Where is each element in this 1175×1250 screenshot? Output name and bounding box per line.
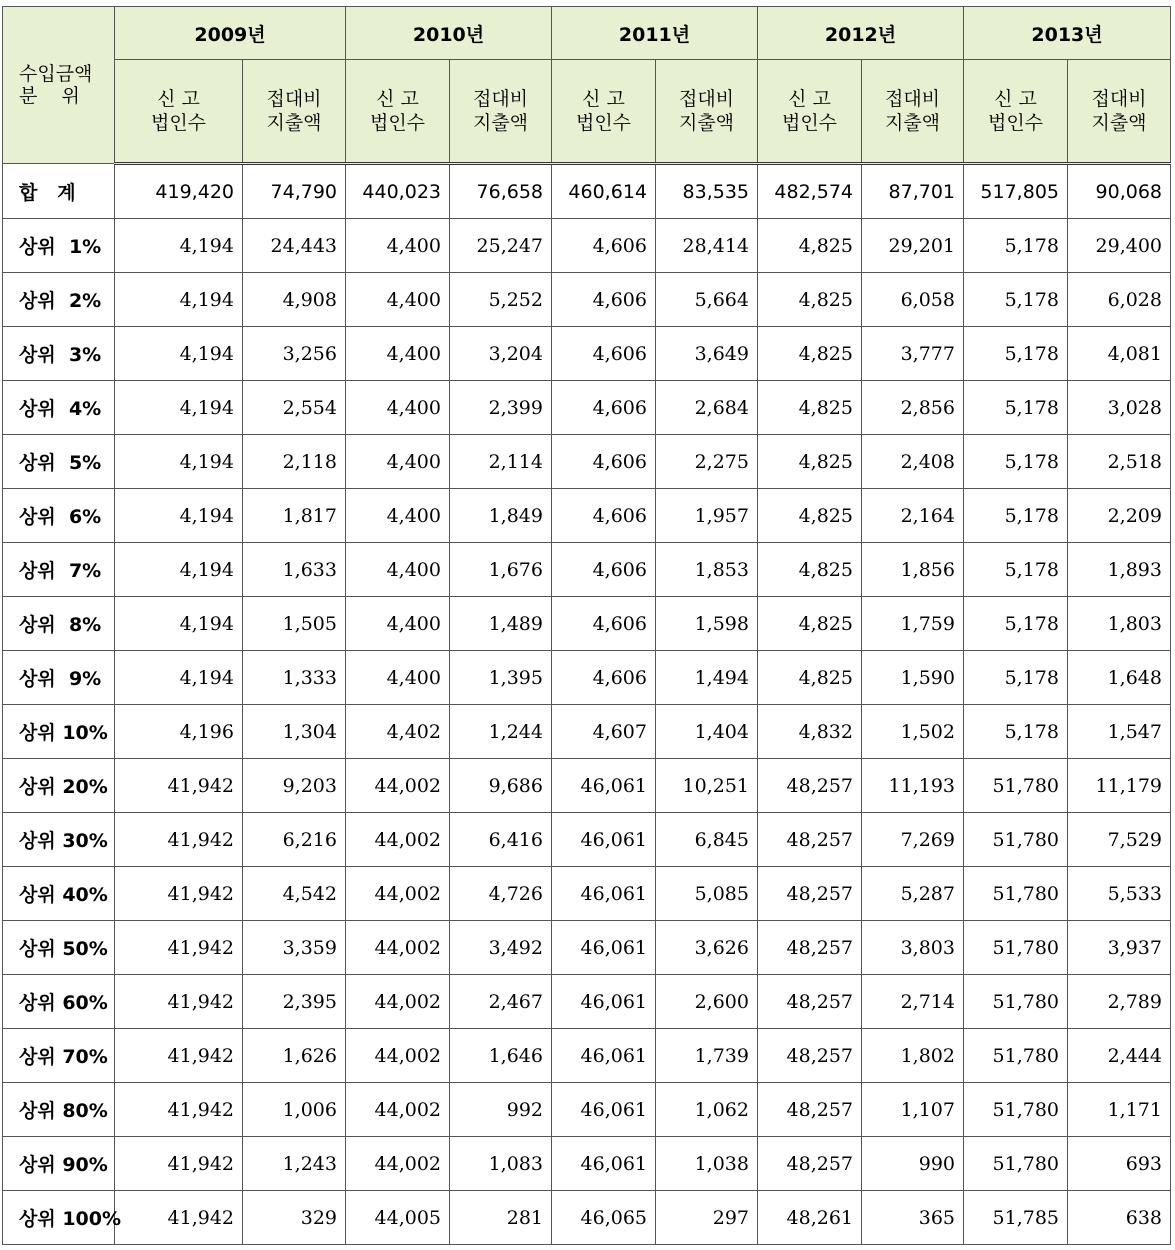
filed-corp-count-cell: 46,061: [552, 1137, 656, 1191]
expense-amount-cell: 5,664: [656, 273, 758, 327]
expense-amount-cell: 1,803: [1068, 597, 1171, 651]
expense-amount-cell: 5,252: [450, 273, 552, 327]
filed-corp-count-cell: 48,257: [758, 1029, 862, 1083]
expense-amount-cell: 3,359: [243, 921, 346, 975]
filed-corp-count-cell: 4,825: [758, 543, 862, 597]
expense-amount-cell: 2,118: [243, 435, 346, 489]
expense-amount-cell: 990: [862, 1137, 964, 1191]
expense-amount-cell: 1,006: [243, 1083, 346, 1137]
filed-corp-count-cell: 44,002: [346, 921, 450, 975]
expense-amount-header: [656, 60, 758, 164]
filed-corp-count-cell: 44,002: [346, 867, 450, 921]
expense-amount-cell: 7,269: [862, 813, 964, 867]
expense-amount-cell: 1,676: [450, 543, 552, 597]
filed-corp-count-cell: 4,825: [758, 381, 862, 435]
sub-header-line1: 신 고: [157, 88, 200, 110]
filed-corp-count-cell: 51,785: [964, 1191, 1068, 1245]
row-label: 상위 80%: [3, 1083, 115, 1137]
expense-amount-cell: 3,204: [450, 327, 552, 381]
expense-amount-cell: 90,068: [1068, 164, 1171, 219]
expense-amount-cell: 76,658: [450, 164, 552, 219]
expense-amount-cell: 3,256: [243, 327, 346, 381]
filed-corp-count-cell: 5,178: [964, 651, 1068, 705]
filed-corp-count-cell: 46,061: [552, 867, 656, 921]
filed-corp-count-cell: 44,005: [346, 1191, 450, 1245]
filed-corp-count-cell: 517,805: [964, 164, 1068, 219]
expense-amount-cell: 2,856: [862, 381, 964, 435]
year-header-2013: 2013년: [964, 7, 1171, 60]
filed-corp-count-cell: 482,574: [758, 164, 862, 219]
expense-amount-cell: 3,777: [862, 327, 964, 381]
expense-amount-cell: 4,908: [243, 273, 346, 327]
filed-corp-count-cell: 41,942: [115, 813, 243, 867]
expense-amount-cell: 1,243: [243, 1137, 346, 1191]
filed-corp-count-cell: 4,400: [346, 435, 450, 489]
filed-corp-count-cell: 4,825: [758, 273, 862, 327]
expense-amount-cell: 3,937: [1068, 921, 1171, 975]
expense-amount-cell: 29,201: [862, 219, 964, 273]
table-row: [3, 219, 1171, 273]
expense-amount-cell: 25,247: [450, 219, 552, 273]
expense-amount-cell: 3,492: [450, 921, 552, 975]
table-row: [3, 921, 1171, 975]
expense-amount-cell: 5,085: [656, 867, 758, 921]
sub-header-line2: 지출액: [472, 112, 529, 134]
expense-amount-cell: 1,107: [862, 1083, 964, 1137]
filed-corp-count-cell: 48,257: [758, 813, 862, 867]
filed-corp-count-cell: 41,942: [115, 759, 243, 813]
expense-amount-header: [862, 60, 964, 164]
filed-corp-count-header: [346, 60, 450, 164]
filed-corp-count-cell: 5,178: [964, 381, 1068, 435]
row-label: 상위 10%: [3, 705, 115, 759]
expense-amount-cell: 11,179: [1068, 759, 1171, 813]
filed-corp-count-cell: 51,780: [964, 1029, 1068, 1083]
expense-amount-cell: 2,399: [450, 381, 552, 435]
filed-corp-count-cell: 48,257: [758, 1137, 862, 1191]
expense-amount-cell: 1,856: [862, 543, 964, 597]
table-row: [3, 975, 1171, 1029]
table-row: [3, 489, 1171, 543]
expense-amount-cell: 1,817: [243, 489, 346, 543]
expense-amount-cell: 29,400: [1068, 219, 1171, 273]
sub-header-line2: 법인수: [781, 112, 838, 134]
expense-amount-cell: 3,028: [1068, 381, 1171, 435]
expense-amount-cell: 1,633: [243, 543, 346, 597]
expense-amount-cell: 2,395: [243, 975, 346, 1029]
expense-amount-cell: 28,414: [656, 219, 758, 273]
expense-amount-cell: 2,408: [862, 435, 964, 489]
year-header-row: [3, 7, 1171, 60]
expense-amount-cell: 1,853: [656, 543, 758, 597]
filed-corp-count-cell: 4,400: [346, 597, 450, 651]
expense-amount-cell: 2,467: [450, 975, 552, 1029]
expense-amount-cell: 4,542: [243, 867, 346, 921]
expense-amount-cell: 2,600: [656, 975, 758, 1029]
filed-corp-count-cell: 5,178: [964, 543, 1068, 597]
row-label: 상위 60%: [3, 975, 115, 1029]
filed-corp-count-cell: 46,061: [552, 1029, 656, 1083]
filed-corp-count-cell: 4,196: [115, 705, 243, 759]
filed-corp-count-cell: 4,400: [346, 489, 450, 543]
table-row: [3, 651, 1171, 705]
expense-amount-cell: 1,062: [656, 1083, 758, 1137]
year-header-2012: 2012년: [758, 7, 964, 60]
filed-corp-count-cell: 51,780: [964, 867, 1068, 921]
expense-amount-cell: 1,893: [1068, 543, 1171, 597]
sub-header-line2: 지출액: [266, 112, 322, 134]
expense-amount-cell: 1,648: [1068, 651, 1171, 705]
sub-header-line1: 접대비: [884, 88, 941, 110]
row-label: 상위 5%: [3, 435, 115, 489]
table-row: [3, 759, 1171, 813]
filed-corp-count-cell: 5,178: [964, 327, 1068, 381]
expense-amount-cell: 2,518: [1068, 435, 1171, 489]
filed-corp-count-cell: 4,194: [115, 219, 243, 273]
filed-corp-count-cell: 5,178: [964, 489, 1068, 543]
expense-amount-cell: 83,535: [656, 164, 758, 219]
filed-corp-count-cell: 4,606: [552, 381, 656, 435]
filed-corp-count-cell: 4,400: [346, 651, 450, 705]
expense-amount-cell: 2,789: [1068, 975, 1171, 1029]
filed-corp-count-cell: 46,061: [552, 975, 656, 1029]
sub-header-line1: 접대비: [472, 88, 529, 110]
filed-corp-count-cell: 4,194: [115, 381, 243, 435]
expense-amount-cell: 5,533: [1068, 867, 1171, 921]
filed-corp-count-cell: 48,257: [758, 1083, 862, 1137]
expense-amount-cell: 3,803: [862, 921, 964, 975]
filed-corp-count-cell: 4,825: [758, 219, 862, 273]
corner-header-line2: 분 위: [19, 85, 80, 107]
filed-corp-count-cell: 4,606: [552, 543, 656, 597]
row-label: 상위 3%: [3, 327, 115, 381]
filed-corp-count-header: [758, 60, 862, 164]
filed-corp-count-cell: 4,194: [115, 597, 243, 651]
filed-corp-count-cell: 4,606: [552, 435, 656, 489]
filed-corp-count-cell: 48,261: [758, 1191, 862, 1245]
filed-corp-count-cell: 51,780: [964, 921, 1068, 975]
filed-corp-count-cell: 4,194: [115, 489, 243, 543]
row-label: 상위 100%: [3, 1191, 115, 1245]
filed-corp-count-cell: 48,257: [758, 867, 862, 921]
row-label: 상위 30%: [3, 813, 115, 867]
year-header-2010: 2010년: [346, 7, 552, 60]
row-label: 상위 50%: [3, 921, 115, 975]
expense-amount-cell: 24,443: [243, 219, 346, 273]
table-row: [3, 273, 1171, 327]
year-header-2011: 2011년: [552, 7, 758, 60]
table-row: [3, 435, 1171, 489]
sub-header-row: [3, 60, 1171, 164]
table-row: [3, 597, 1171, 651]
expense-amount-cell: 297: [656, 1191, 758, 1245]
filed-corp-count-cell: 48,257: [758, 975, 862, 1029]
expense-amount-cell: 11,193: [862, 759, 964, 813]
filed-corp-count-cell: 5,178: [964, 597, 1068, 651]
sub-header-line2: 지출액: [884, 112, 941, 134]
expense-amount-cell: 992: [450, 1083, 552, 1137]
expense-amount-cell: 281: [450, 1191, 552, 1245]
filed-corp-count-cell: 46,065: [552, 1191, 656, 1245]
filed-corp-count-cell: 44,002: [346, 1083, 450, 1137]
filed-corp-count-cell: 41,942: [115, 867, 243, 921]
filed-corp-count-cell: 5,178: [964, 435, 1068, 489]
expense-amount-cell: 5,287: [862, 867, 964, 921]
table-row: [3, 813, 1171, 867]
corner-header-line1: 수입금액: [19, 63, 93, 85]
expense-amount-cell: 1,304: [243, 705, 346, 759]
filed-corp-count-cell: 44,002: [346, 1029, 450, 1083]
filed-corp-count-cell: 46,061: [552, 921, 656, 975]
filed-corp-count-cell: 4,194: [115, 327, 243, 381]
expense-amount-cell: 1,244: [450, 705, 552, 759]
expense-amount-cell: 1,489: [450, 597, 552, 651]
table-body: [3, 164, 1171, 1245]
expense-amount-cell: 1,739: [656, 1029, 758, 1083]
filed-corp-count-cell: 44,002: [346, 1137, 450, 1191]
filed-corp-count-cell: 4,606: [552, 219, 656, 273]
filed-corp-count-cell: 48,257: [758, 921, 862, 975]
year-header-2009: 2009년: [115, 7, 346, 60]
expense-amount-cell: 1,802: [862, 1029, 964, 1083]
expense-amount-cell: 1,759: [862, 597, 964, 651]
expense-amount-cell: 1,395: [450, 651, 552, 705]
filed-corp-count-cell: 41,942: [115, 921, 243, 975]
expense-amount-cell: 4,726: [450, 867, 552, 921]
expense-amount-cell: 1,502: [862, 705, 964, 759]
sub-header-line2: 지출액: [1091, 112, 1147, 134]
expense-amount-cell: 3,649: [656, 327, 758, 381]
table-row: [3, 543, 1171, 597]
row-label: 상위 20%: [3, 759, 115, 813]
filed-corp-count-cell: 4,606: [552, 597, 656, 651]
expense-amount-header: [243, 60, 346, 164]
filed-corp-count-cell: 46,061: [552, 759, 656, 813]
filed-corp-count-cell: 4,607: [552, 705, 656, 759]
filed-corp-count-cell: 51,780: [964, 975, 1068, 1029]
expense-amount-header: [1068, 60, 1171, 164]
row-label: 상위 90%: [3, 1137, 115, 1191]
expense-amount-cell: 1,333: [243, 651, 346, 705]
expense-amount-cell: 6,416: [450, 813, 552, 867]
expense-amount-cell: 2,684: [656, 381, 758, 435]
filed-corp-count-cell: 4,400: [346, 543, 450, 597]
expense-amount-cell: 4,081: [1068, 327, 1171, 381]
filed-corp-count-cell: 4,606: [552, 489, 656, 543]
filed-corp-count-cell: 4,402: [346, 705, 450, 759]
filed-corp-count-cell: 41,942: [115, 1083, 243, 1137]
filed-corp-count-cell: 4,606: [552, 327, 656, 381]
table-row: [3, 381, 1171, 435]
row-label: 상위 8%: [3, 597, 115, 651]
filed-corp-count-cell: 41,942: [115, 975, 243, 1029]
filed-corp-count-cell: 41,942: [115, 1191, 243, 1245]
table-row: [3, 1083, 1171, 1137]
sub-header-line2: 법인수: [987, 112, 1044, 134]
expense-amount-cell: 1,038: [656, 1137, 758, 1191]
filed-corp-count-cell: 5,178: [964, 705, 1068, 759]
filed-corp-count-cell: 41,942: [115, 1137, 243, 1191]
expense-amount-cell: 329: [243, 1191, 346, 1245]
sub-header-line1: 신 고: [582, 88, 625, 110]
row-label: 상위 1%: [3, 219, 115, 273]
filed-corp-count-cell: 44,002: [346, 759, 450, 813]
expense-amount-cell: 87,701: [862, 164, 964, 219]
filed-corp-count-cell: 440,023: [346, 164, 450, 219]
filed-corp-count-cell: 4,400: [346, 327, 450, 381]
expense-amount-cell: 2,209: [1068, 489, 1171, 543]
sub-header-line1: 접대비: [266, 88, 322, 110]
expense-amount-cell: 1,590: [862, 651, 964, 705]
filed-corp-count-cell: 4,194: [115, 651, 243, 705]
row-label: 상위 70%: [3, 1029, 115, 1083]
filed-corp-count-cell: 51,780: [964, 1137, 1068, 1191]
filed-corp-count-cell: 51,780: [964, 813, 1068, 867]
corner-header-cell: [3, 7, 115, 164]
expense-amount-cell: 2,114: [450, 435, 552, 489]
table-row: [3, 1029, 1171, 1083]
expense-amount-cell: 2,275: [656, 435, 758, 489]
expense-amount-cell: 1,083: [450, 1137, 552, 1191]
sub-header-line2: 법인수: [575, 112, 632, 134]
filed-corp-count-cell: 4,825: [758, 597, 862, 651]
filed-corp-count-cell: 46,061: [552, 813, 656, 867]
expense-amount-cell: 1,957: [656, 489, 758, 543]
expense-amount-cell: 9,686: [450, 759, 552, 813]
entertainment-expense-table: [2, 6, 1171, 1245]
filed-corp-count-cell: 4,606: [552, 651, 656, 705]
filed-corp-count-cell: 41,942: [115, 1029, 243, 1083]
filed-corp-count-header: [115, 60, 243, 164]
row-label: 상위 7%: [3, 543, 115, 597]
expense-amount-cell: 6,845: [656, 813, 758, 867]
sub-header-line1: 신 고: [376, 88, 419, 110]
expense-amount-cell: 1,404: [656, 705, 758, 759]
filed-corp-count-cell: 44,002: [346, 975, 450, 1029]
sub-header-line1: 접대비: [1091, 88, 1147, 110]
expense-amount-cell: 3,626: [656, 921, 758, 975]
table-row: [3, 1137, 1171, 1191]
filed-corp-count-cell: 4,400: [346, 381, 450, 435]
total-row: [3, 164, 1171, 219]
expense-amount-cell: 6,028: [1068, 273, 1171, 327]
expense-amount-cell: 693: [1068, 1137, 1171, 1191]
expense-amount-cell: 638: [1068, 1191, 1171, 1245]
sub-header-line2: 법인수: [369, 112, 426, 134]
filed-corp-count-cell: 4,825: [758, 489, 862, 543]
sub-header-line2: 지출액: [678, 112, 735, 134]
expense-amount-cell: 10,251: [656, 759, 758, 813]
filed-corp-count-cell: 4,825: [758, 327, 862, 381]
sub-header-line1: 신 고: [788, 88, 831, 110]
row-label: 상위 6%: [3, 489, 115, 543]
filed-corp-count-cell: 4,194: [115, 543, 243, 597]
expense-amount-header: [450, 60, 552, 164]
filed-corp-count-cell: 4,194: [115, 273, 243, 327]
row-label: 상위 2%: [3, 273, 115, 327]
expense-amount-cell: 1,598: [656, 597, 758, 651]
expense-amount-cell: 6,058: [862, 273, 964, 327]
filed-corp-count-cell: 51,780: [964, 759, 1068, 813]
expense-amount-cell: 6,216: [243, 813, 346, 867]
filed-corp-count-cell: 4,400: [346, 273, 450, 327]
expense-amount-cell: 74,790: [243, 164, 346, 219]
sub-header-line1: 접대비: [678, 88, 735, 110]
expense-amount-cell: 2,444: [1068, 1029, 1171, 1083]
filed-corp-count-cell: 46,061: [552, 1083, 656, 1137]
filed-corp-count-cell: 44,002: [346, 813, 450, 867]
expense-amount-cell: 1,626: [243, 1029, 346, 1083]
filed-corp-count-cell: 51,780: [964, 1083, 1068, 1137]
expense-amount-cell: 1,171: [1068, 1083, 1171, 1137]
expense-amount-cell: 2,714: [862, 975, 964, 1029]
filed-corp-count-cell: 419,420: [115, 164, 243, 219]
filed-corp-count-header: [552, 60, 656, 164]
expense-amount-cell: 7,529: [1068, 813, 1171, 867]
filed-corp-count-cell: 4,194: [115, 435, 243, 489]
expense-amount-cell: 1,646: [450, 1029, 552, 1083]
filed-corp-count-cell: 5,178: [964, 219, 1068, 273]
table-row: [3, 867, 1171, 921]
filed-corp-count-cell: 4,825: [758, 651, 862, 705]
filed-corp-count-cell: 4,825: [758, 435, 862, 489]
filed-corp-count-cell: 48,257: [758, 759, 862, 813]
expense-amount-cell: 2,164: [862, 489, 964, 543]
expense-amount-cell: 1,849: [450, 489, 552, 543]
filed-corp-count-cell: 4,832: [758, 705, 862, 759]
filed-corp-count-header: [964, 60, 1068, 164]
table-row: [3, 705, 1171, 759]
row-label: 합 계: [3, 164, 115, 219]
expense-amount-cell: 1,547: [1068, 705, 1171, 759]
expense-amount-cell: 1,505: [243, 597, 346, 651]
sub-header-line1: 신 고: [994, 88, 1037, 110]
table-row: [3, 1191, 1171, 1245]
row-label: 상위 4%: [3, 381, 115, 435]
expense-amount-cell: 9,203: [243, 759, 346, 813]
sub-header-line2: 법인수: [150, 112, 207, 134]
table-header: [3, 7, 1171, 164]
filed-corp-count-cell: 4,606: [552, 273, 656, 327]
row-label: 상위 40%: [3, 867, 115, 921]
filed-corp-count-cell: 5,178: [964, 273, 1068, 327]
filed-corp-count-cell: 4,400: [346, 219, 450, 273]
expense-amount-cell: 1,494: [656, 651, 758, 705]
expense-amount-cell: 365: [862, 1191, 964, 1245]
filed-corp-count-cell: 460,614: [552, 164, 656, 219]
row-label: 상위 9%: [3, 651, 115, 705]
table-row: [3, 327, 1171, 381]
expense-amount-cell: 2,554: [243, 381, 346, 435]
